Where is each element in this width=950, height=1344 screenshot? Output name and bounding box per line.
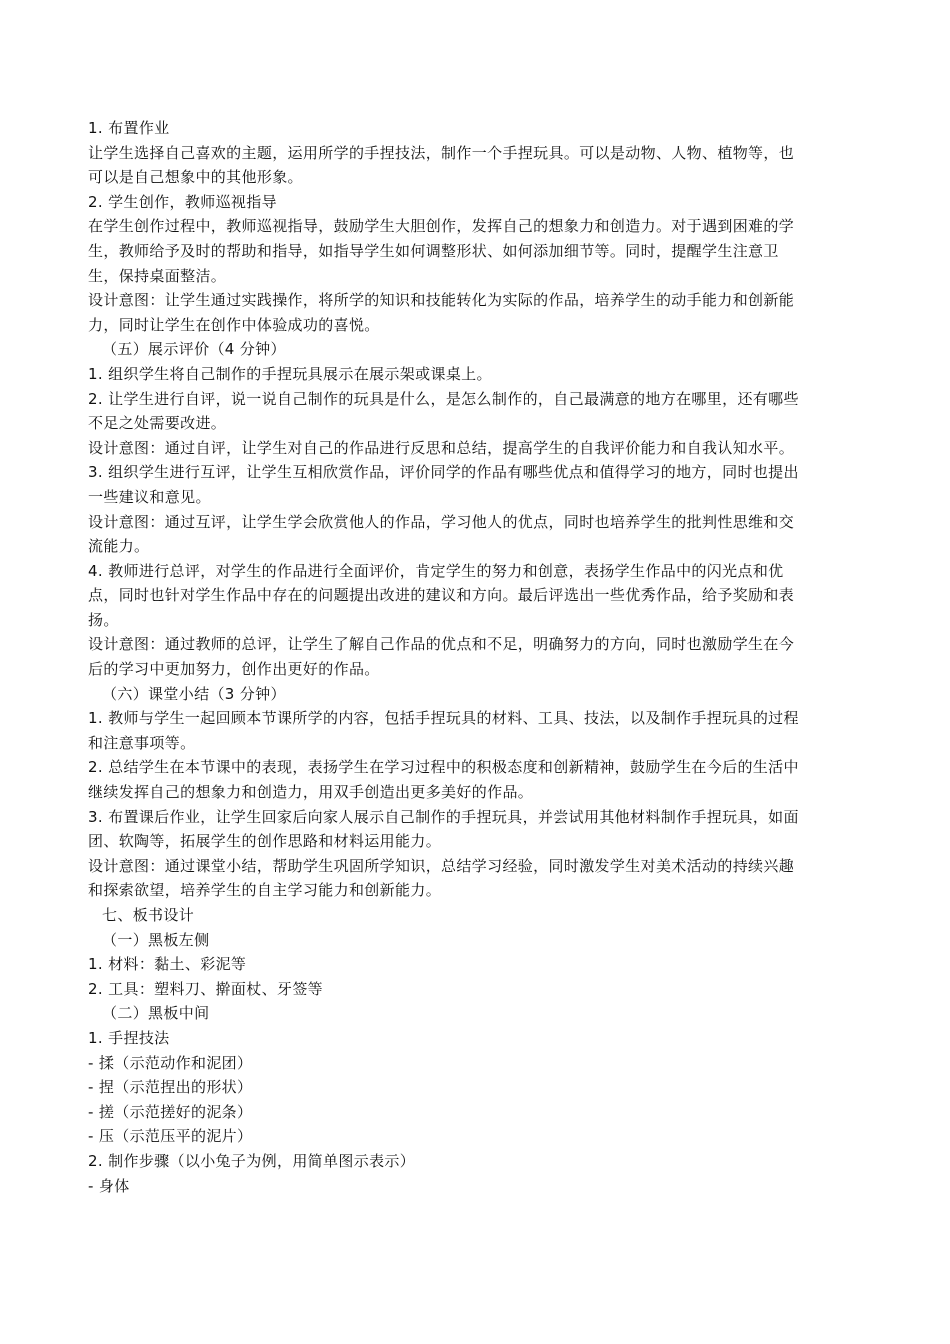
text-line: 生，保持桌面整洁。 [88,266,227,285]
text-line: 设计意图：通过教师的总评，让学生了解自己作品的优点和不足，明确努力的方向，同时也激励学生在今 [88,635,795,654]
text-line: 1. 教师与学生一起回顾本节课所学的内容，包括手捏玩具的材料、工具、技法，以及制作手捏玩具的过程 [88,709,799,728]
text-line: 团、软陶等，拓展学生的创作思路和材料运用能力。 [88,832,442,851]
text-line: - 压（示范压平的泥片） [88,1127,253,1146]
text-line: 力，同时让学生在创作中体验成功的喜悦。 [88,315,380,334]
text-line: 设计意图：通过互评，让学生学会欣赏他人的作品，学习他人的优点，同时也培养学生的批判性思维和交 [88,512,795,531]
text-line: 生，教师给予及时的帮助和指导，如指导学生如何调整形状、如何添加细节等。同时，提醒学生注意卫 [88,241,779,260]
text-line: 点，同时也针对学生作品中存在的问题提出改进的建议和方向。最后评选出一些优秀作品，给予奖励和表 [88,586,795,605]
text-line: 2. 工具：塑料刀、擀面杖、牙签等 [88,979,324,998]
text-line: 可以是自己想象中的其他形象。 [88,168,303,187]
text-line: - 捏（示范捏出的形状） [88,1078,253,1097]
section-heading: （一）黑板左侧 [102,930,210,949]
section-heading: （二）黑板中间 [102,1004,210,1023]
section-heading: （六）课堂小结（3 分钟） [102,684,286,703]
text-line: 在学生创作过程中，教师巡视指导，鼓励学生大胆创作，发挥自己的想象力和创造力。对于遇到困难的学 [88,217,795,236]
section-heading: （五）展示评价（4 分钟） [102,340,286,359]
text-line: 1. 组织学生将自己制作的手捏玩具展示在展示架或课桌上。 [88,364,492,383]
text-line: 设计意图：让学生通过实践操作，将所学的知识和技能转化为实际的作品，培养学生的动手能力和创新能 [88,291,795,310]
text-line: 不足之处需要改进。 [88,414,227,433]
text-line: 1. 布置作业 [88,119,170,137]
text-line: 流能力。 [88,537,150,556]
text-line: - 身体 [88,1176,130,1195]
text-line: 一些建议和意见。 [88,487,211,506]
text-line: 2. 总结学生在本节课中的表现，表扬学生在学习过程中的积极态度和创新精神，鼓励学生在今后的生活中 [88,758,799,777]
text-line: 让学生选择自己喜欢的主题，运用所学的手捏技法，制作一个手捏玩具。可以是动物、人物、植物等，也 [88,143,795,162]
text-line: 2. 让学生进行自评，说一说自己制作的玩具是什么，是怎么制作的，自己最满意的地方在哪里，还有哪些 [88,389,799,408]
text-line: 后的学习中更加努力，创作出更好的作品。 [88,660,380,679]
text-line: 设计意图：通过课堂小结，帮助学生巩固所学知识，总结学习经验，同时激发学生对美术活动的持续兴趣 [88,856,795,875]
text-line: - 搓（示范搓好的泥条） [88,1102,253,1121]
text-line: 和探索欲望，培养学生的自主学习能力和创新能力。 [88,881,442,900]
text-line: 3. 组织学生进行互评，让学生互相欣赏作品，评价同学的作品有哪些优点和值得学习的地方，同时也提出 [88,463,799,482]
text-line: 1. 手捏技法 [88,1028,170,1047]
text-line: 设计意图：通过自评，让学生对自己的作品进行反思和总结，提高学生的自我评价能力和自我认知水平。 [88,438,795,457]
text-line: 2. 制作步骤（以小兔子为例，用简单图示表示） [88,1151,416,1170]
section-heading: 七、板书设计 [102,906,195,924]
text-line: 和注意事项等。 [88,733,196,752]
document-body [88,116,863,1198]
text-line: 4. 教师进行总评，对学生的作品进行全面评价，肯定学生的努力和创意，表扬学生作品中的闪光点和优 [88,561,784,580]
text-line: - 揉（示范动作和泥团） [88,1053,253,1072]
text-line: 继续发挥自己的想象力和创造力，用双手创造出更多美好的作品。 [88,783,534,802]
text-line: 扬。 [88,610,119,629]
text-line: 1. 材料：黏土、彩泥等 [88,955,247,974]
text-line: 3. 布置课后作业，让学生回家后向家人展示自己制作的手捏玩具，并尝试用其他材料制作手捏玩具，如面 [88,807,799,826]
text-line: 2. 学生创作，教师巡视指导 [88,192,277,211]
